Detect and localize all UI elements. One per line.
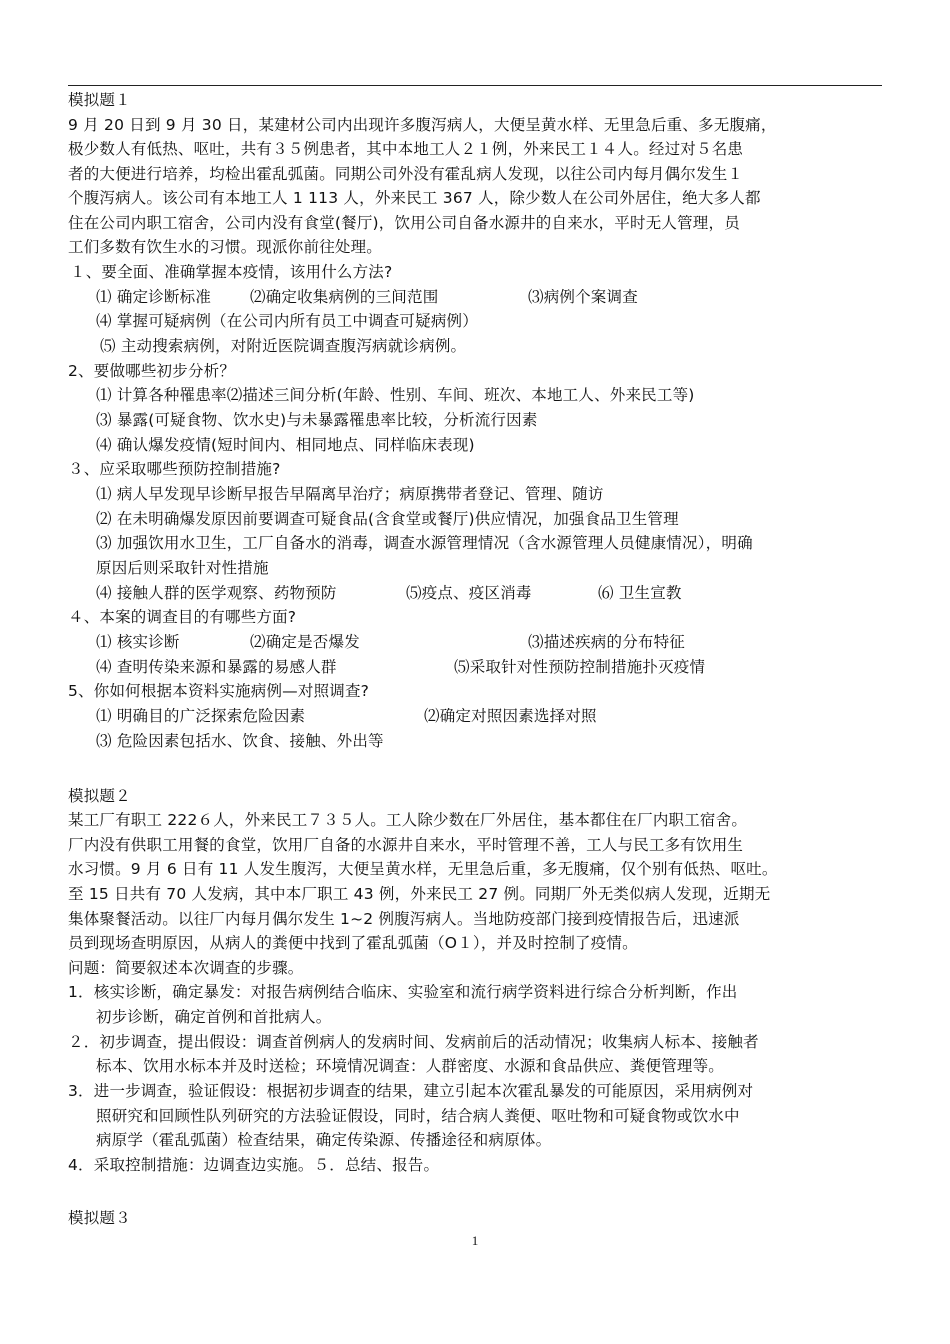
answer-item: ⑶ 危险因素包括水、饮食、接触、外出等 bbox=[96, 732, 384, 750]
answer-item: ⑶描述疾病的分布特征 bbox=[528, 633, 686, 651]
answer-item: ⑷ 确认爆发疫情(短时间内、相同地点、同样临床表现) bbox=[96, 436, 475, 454]
problem2-intro-line: 至 15 日共有 70 人发病，其中本厂职工 43 例，外来民工 27 例。同期厂外无类似病人发现，近期无 bbox=[68, 885, 771, 903]
answer-item: ⑹ 卫生宣教 bbox=[598, 584, 682, 602]
answer-item-continued: 原因后则采取针对性措施 bbox=[96, 559, 269, 577]
problem1-intro-line: 9 月 20 日到 9 月 30 日，某建材公司内出现许多腹泻病人，大便呈黄水样、无里急后重、多无腹痛， bbox=[68, 116, 777, 134]
answer-item: ⑵确定是否爆发 bbox=[250, 633, 360, 651]
problem1-intro-line: 极少数人有低热、呕吐，共有３５例患者，其中本地工人２１例，外来民工１４人。经过对５名患 bbox=[68, 140, 744, 158]
page-number: 1 bbox=[471, 1233, 479, 1248]
problem1-title: 模拟题１ bbox=[68, 91, 131, 109]
problem2-question: 问题：简要叙述本次调查的步骤。 bbox=[68, 959, 304, 977]
answer-item: ⑶ 暴露(可疑食物、饮水史)与未暴露罹患率比较，分析流行因素 bbox=[96, 411, 538, 429]
step-4: 4．采取控制措施：边调查边实施。５．总结、报告。 bbox=[68, 1156, 440, 1174]
question-5: 5、你如何根据本资料实施病例—对照调查? bbox=[68, 682, 370, 700]
question-3: ３、应采取哪些预防控制措施? bbox=[68, 460, 281, 478]
problem1-intro-line: 个腹泻病人。该公司有本地工人 1 113 人，外来民工 367 人，除少数人在公司外居住，绝大多人都 bbox=[68, 189, 761, 207]
step-2: ２．初步调查，提出假设：调查首例病人的发病时间、发病前后的活动情况；收集病人标本、接触者 bbox=[68, 1033, 759, 1051]
answer-item: ⑵确定对照因素选择对照 bbox=[424, 707, 597, 725]
problem2-intro-line: 水习惯。9 月 6 日有 11 人发生腹泻，大便呈黄水样，无里急后重，多无腹痛，仅个别有低热、呕吐。 bbox=[68, 860, 778, 878]
answer-item: ⑴ 病人早发现早诊断早报告早隔离早治疗；病原携带者登记、管理、随访 bbox=[96, 485, 604, 503]
problem2-title: 模拟题２ bbox=[68, 787, 131, 805]
problem2-intro-line: 员到现场查明原因，从病人的粪便中找到了霍乱弧菌（O１），并及时控制了疫情。 bbox=[68, 934, 638, 952]
problem3-title: 模拟题３ bbox=[68, 1209, 131, 1227]
answer-item: ⑵确定收集病例的三间范围 bbox=[250, 288, 439, 306]
answer-item: ⑴ 确定诊断标准 bbox=[96, 288, 212, 306]
step-3: 3．进一步调查，验证假设：根据初步调查的结果，建立引起本次霍乱暴发的可能原因，采用病例对 bbox=[68, 1082, 754, 1100]
problem1-intro-line: 工们多数有饮生水的习惯。现派你前往处理。 bbox=[68, 238, 383, 256]
answer-item: ⑴ 核实诊断 bbox=[96, 633, 180, 651]
answer-item: ⑷ 接触人群的医学观察、药物预防 bbox=[96, 584, 337, 602]
answer-item: ⑸疫点、疫区消毒 bbox=[406, 584, 532, 602]
problem1-intro-line: 住在公司内职工宿舍，公司内没有食堂(餐厅)，饮用公司自备水源井的自来水，平时无人管理，员 bbox=[68, 214, 740, 232]
step-2-continued: 标本、饮用水标本并及时送检；环境情况调查：人群密度、水源和食品供应、粪便管理等。 bbox=[96, 1057, 725, 1075]
answer-item: ⑶ 加强饮用水卫生，工厂自备水的消毒，调查水源管理情况（含水源管理人员健康情况），明确 bbox=[96, 534, 753, 552]
problem1-intro-line: 者的大便进行培养，均检出霍乱弧菌。同期公司外没有霍乱病人发现，以往公司内每月偶尔发生１ bbox=[68, 165, 744, 183]
answer-item: ⑴ 明确目的广泛探索危险因素 bbox=[96, 707, 306, 725]
step-3-continued: 照研究和回顾性队列研究的方法验证假设，同时，结合病人粪便、呕吐物和可疑食物或饮水中 bbox=[96, 1107, 740, 1125]
answer-item: ⑶病例个案调查 bbox=[528, 288, 638, 306]
header-rule bbox=[68, 85, 882, 86]
answer-item: ⑸ 主动搜索病例，对附近医院调查腹泻病就诊病例。 bbox=[100, 337, 467, 355]
answer-item: ⑸采取针对性预防控制措施扑灭疫情 bbox=[454, 658, 706, 676]
answer-item: ⑵ 在未明确爆发原因前要调查可疑食品(含食堂或餐厅)供应情况，加强食品卫生管理 bbox=[96, 510, 679, 528]
question-4: ４、本案的调查目的有哪些方面? bbox=[68, 608, 297, 626]
step-3-continued: 病原学（霍乱弧菌）检查结果，确定传染源、传播途径和病原体。 bbox=[96, 1131, 552, 1149]
question-1: １、要全面、准确掌握本疫情，该用什么方法? bbox=[70, 263, 393, 281]
question-2: 2、要做哪些初步分析？ bbox=[68, 362, 236, 380]
answer-item: ⑷ 查明传染来源和暴露的易感人群 bbox=[96, 658, 337, 676]
answer-item: ⑷ 掌握可疑病例（在公司内所有员工中调查可疑病例） bbox=[96, 312, 478, 330]
step-1: 1．核实诊断，确定暴发：对报告病例结合临床、实验室和流行病学资料进行综合分析判断，作出 bbox=[68, 983, 738, 1001]
problem2-intro-line: 某工厂有职工 222６人，外来民工７３５人。工人除少数在厂外居住，基本都住在厂内职工宿舍。 bbox=[68, 811, 748, 829]
answer-item: ⑴ 计算各种罹患率⑵描述三间分析(年龄、性别、车间、班次、本地工人、外来民工等) bbox=[96, 386, 695, 404]
step-1-continued: 初步诊断，确定首例和首批病人。 bbox=[96, 1008, 332, 1026]
problem2-intro-line: 厂内没有供职工用餐的食堂，饮用厂自备的水源井自来水，平时管理不善，工人与民工多有饮用生 bbox=[68, 836, 744, 854]
problem2-intro-line: 集体聚餐活动。以往厂内每月偶尔发生 1~2 例腹泻病人。当地防疫部门接到疫情报告后，迅速派 bbox=[68, 910, 740, 928]
